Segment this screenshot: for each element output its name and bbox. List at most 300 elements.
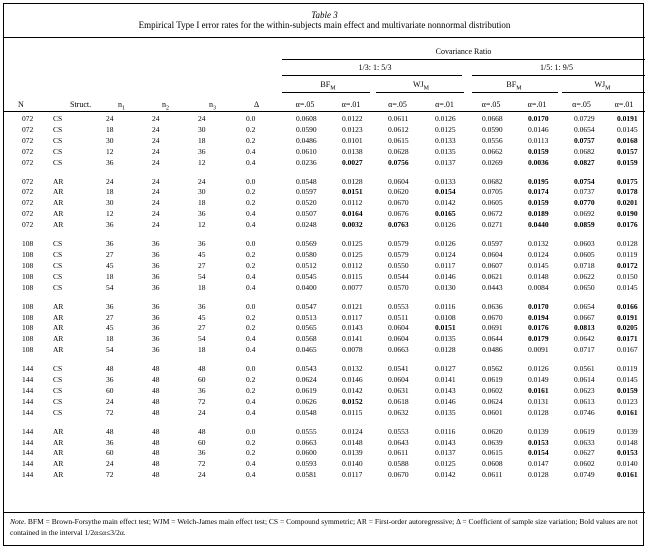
- table-cell: AR: [53, 312, 64, 322]
- table-cell: 0.0511: [388, 312, 409, 322]
- table-cell: 0.0139: [528, 426, 549, 436]
- table-cell: 0.0667: [574, 312, 595, 322]
- table-cell: 0.0624: [482, 396, 503, 406]
- table-cell: 0.0612: [388, 124, 409, 134]
- table-cell: 0.0148: [342, 437, 363, 447]
- table-cell: 24: [106, 396, 114, 406]
- table-cell: 36: [198, 385, 206, 395]
- table-cell: 0.0101: [342, 135, 363, 145]
- table-cell: 18: [198, 282, 206, 292]
- table-cell: 36: [106, 220, 114, 230]
- table-cell: 36: [152, 334, 160, 344]
- table-cell: 0.0141: [435, 375, 456, 385]
- table-cell: 0.0763: [388, 220, 409, 230]
- table-cell: 0.0172: [617, 260, 638, 270]
- table-cell: 0.0619: [482, 375, 503, 385]
- col-delta-heading: Δ: [254, 100, 260, 109]
- table-cell: 0.0121: [342, 301, 363, 311]
- table-cell: 144: [22, 459, 34, 469]
- table-cell: AR: [53, 323, 64, 333]
- rule-covariance: [282, 59, 645, 60]
- table-cell: 48: [152, 448, 160, 458]
- table-cell: 0.0122: [342, 114, 363, 123]
- covariance-ratio-heading: Covariance Ratio: [435, 47, 492, 56]
- table-cell: 24: [152, 146, 160, 156]
- table-cell: 24: [152, 198, 160, 208]
- table-cell: 144: [22, 364, 34, 374]
- table-cell: 36: [152, 282, 160, 292]
- table-cell: 0.0130: [435, 282, 456, 292]
- table-cell: 0.0125: [342, 249, 363, 259]
- table-cell: 144: [22, 385, 34, 395]
- data-table: [4, 114, 645, 481]
- table-cell: 0.0754: [574, 176, 595, 186]
- table-cell: 0.0147: [528, 459, 549, 469]
- table-row: [4, 323, 645, 334]
- table-row: [4, 239, 645, 250]
- table-cell: 48: [152, 426, 160, 436]
- table-cell: 0.4: [246, 459, 256, 469]
- table-cell: 0.0142: [435, 198, 456, 208]
- table-cell: 0.0672: [482, 209, 503, 219]
- table-cell: 0.0621: [482, 271, 503, 281]
- table-cell: 0.0663: [296, 437, 317, 447]
- table-cell: 0.0161: [617, 470, 638, 480]
- table-cell: 0.4: [246, 407, 256, 417]
- table-cell: AR: [53, 209, 64, 219]
- table-cell: 0.0654: [574, 124, 595, 134]
- table-cell: 0.0440: [528, 220, 549, 230]
- table-cell: CS: [53, 364, 63, 374]
- table-cell: 48: [198, 364, 206, 374]
- table-cell: 072: [22, 209, 34, 219]
- table-cell: 30: [198, 124, 206, 134]
- table-cell: 0.0116: [435, 301, 456, 311]
- table-cell: AR: [53, 459, 64, 469]
- table-cell: 0.0135: [435, 334, 456, 344]
- table-cell: 0.0581: [296, 470, 317, 480]
- table-cell: 0.0145: [617, 282, 638, 292]
- table-cell: 0.2: [246, 312, 256, 322]
- table-cell: 072: [22, 198, 34, 208]
- table-cell: 0.0749: [574, 470, 595, 480]
- table-row: [4, 147, 645, 158]
- rule-header-bottom: [4, 111, 645, 112]
- table-cell: 0.0550: [388, 260, 409, 270]
- table-cell: 0.0746: [574, 407, 595, 417]
- table-cell: 0.0132: [342, 364, 363, 374]
- table-label: Table 3: [311, 10, 338, 20]
- table-cell: 0.0580: [296, 249, 317, 259]
- table-cell: 45: [198, 249, 206, 259]
- table-cell: 0.0553: [388, 426, 409, 436]
- table-frame: [3, 3, 644, 546]
- table-cell: 0.2: [246, 187, 256, 197]
- table-cell: 0.0036: [528, 157, 549, 167]
- table-cell: 0.0091: [528, 345, 549, 355]
- table-cell: 0.0128: [435, 345, 456, 355]
- table-cell: 108: [22, 323, 34, 333]
- table-cell: 45: [198, 312, 206, 322]
- table-cell: 48: [106, 426, 114, 436]
- table-cell: 0.0140: [342, 459, 363, 469]
- table-cell: 54: [106, 345, 114, 355]
- table-cell: 0.0149: [528, 375, 549, 385]
- wj-heading-b: $WJ_M$: [594, 80, 611, 92]
- table-cell: 24: [106, 176, 114, 186]
- table-cell: 108: [22, 282, 34, 292]
- table-row: [4, 470, 645, 481]
- table-cell: 0.0541: [388, 364, 409, 374]
- table-cell: 48: [152, 364, 160, 374]
- table-cell: 0.0644: [482, 334, 503, 344]
- table-cell: 0.0146: [435, 271, 456, 281]
- table-cell: 0.0663: [388, 345, 409, 355]
- table-cell: 0.0161: [528, 385, 549, 395]
- table-cell: 0.0153: [617, 448, 638, 458]
- table-cell: 0.0178: [617, 187, 638, 197]
- table-cell: 0.0154: [435, 187, 456, 197]
- table-cell: 30: [198, 187, 206, 197]
- table-cell: 0.2: [246, 124, 256, 134]
- table-cell: 0.0133: [435, 135, 456, 145]
- table-cell: 0.0164: [342, 209, 363, 219]
- table-row: [4, 272, 645, 283]
- table-cell: 0.0269: [482, 157, 503, 167]
- table-cell: AR: [53, 187, 64, 197]
- table-cell: 0.0168: [617, 135, 638, 145]
- table-cell: 0.0123: [342, 124, 363, 134]
- table-cell: 0.0628: [388, 146, 409, 156]
- table-cell: 0.0676: [388, 209, 409, 219]
- table-cell: 0.0: [246, 301, 256, 311]
- table-cell: 24: [106, 459, 114, 469]
- table-cell: 36: [198, 239, 206, 249]
- table-cell: 36: [106, 437, 114, 447]
- col-n1-heading: $n_1$: [118, 100, 125, 112]
- table-row: [4, 438, 645, 449]
- table-cell: 0.0179: [528, 334, 549, 344]
- table-note: Note. BFM = Brown-Forsythe main effect test; WJM = Welch-James main effect test; CS = Compound symmetric; AR = First-order autoregressive; Δ = Coefficient of sample size variation; Bold values are not contained in the interval 1/2α≤α≤3/2α.: [10, 517, 638, 537]
- table-cell: 0.0623: [574, 385, 595, 395]
- table-cell: 72: [106, 407, 114, 417]
- table-cell: 0.0112: [342, 260, 363, 270]
- table-cell: 0.0154: [528, 448, 549, 458]
- rule-table-bottom: [4, 512, 645, 513]
- table-cell: 0.0132: [528, 239, 549, 249]
- table-cell: 0.0590: [482, 124, 503, 134]
- table-row: [4, 397, 645, 408]
- table-cell: 48: [152, 459, 160, 469]
- table-cell: 0.0146: [528, 124, 549, 134]
- table-cell: 0.0604: [482, 249, 503, 259]
- table-cell: 0.0115: [342, 271, 363, 281]
- table-row: [4, 375, 645, 386]
- table-cell: 0.0654: [574, 301, 595, 311]
- table-cell: 0.0569: [296, 239, 317, 249]
- table-cell: 108: [22, 301, 34, 311]
- table-cell: 0.0603: [574, 239, 595, 249]
- table-cell: 12: [198, 157, 206, 167]
- table-cell: 0.0757: [574, 135, 595, 145]
- table-row: [4, 313, 645, 324]
- table-cell: 0.0146: [435, 396, 456, 406]
- alpha-01-wj-b: α=.01: [614, 100, 634, 109]
- table-cell: 0.0611: [388, 448, 409, 458]
- table-cell: 24: [152, 124, 160, 134]
- table-cell: 0.4: [246, 220, 256, 230]
- table-row: [4, 427, 645, 438]
- table-cell: 36: [152, 345, 160, 355]
- table-cell: 0.0135: [435, 146, 456, 156]
- table-cell: 36: [106, 239, 114, 249]
- table-row: [4, 177, 645, 188]
- table-cell: 0.0597: [296, 187, 317, 197]
- table-row: [4, 125, 645, 136]
- table-row: [4, 209, 645, 220]
- table-cell: 0.0126: [435, 239, 456, 249]
- table-cell: 0.0: [246, 239, 256, 249]
- group-spacer: [4, 356, 645, 364]
- table-cell: CS: [53, 407, 63, 417]
- table-cell: 0.4: [246, 334, 256, 344]
- table-cell: AR: [53, 426, 64, 436]
- table-cell: 0.0176: [617, 220, 638, 230]
- table-cell: 27: [198, 323, 206, 333]
- ratio-b-heading: 1/5: 1: 9/5: [540, 63, 573, 72]
- table-cell: 0.0813: [574, 323, 595, 333]
- table-cell: 0.0613: [574, 396, 595, 406]
- table-cell: 0.0486: [296, 135, 317, 145]
- table-cell: 0.0123: [617, 396, 638, 406]
- table-cell: 24: [152, 176, 160, 186]
- table-cell: 0.0119: [617, 249, 638, 259]
- table-cell: 0.0133: [435, 176, 456, 186]
- table-cell: 0.0126: [528, 364, 549, 374]
- table-cell: 0.0620: [482, 426, 503, 436]
- table-cell: 144: [22, 437, 34, 447]
- table-cell: 0.0159: [617, 385, 638, 395]
- table-cell: 0.0545: [296, 271, 317, 281]
- table-cell: 0.0191: [617, 114, 638, 123]
- table-row: [4, 283, 645, 294]
- table-cell: 0.4: [246, 345, 256, 355]
- table-cell: 072: [22, 146, 34, 156]
- table-cell: 0.0145: [528, 260, 549, 270]
- bf-heading-a: $BF_M$: [320, 80, 336, 92]
- table-cell: 0.0124: [435, 249, 456, 259]
- table-cell: 0.0141: [342, 334, 363, 344]
- table-cell: 27: [106, 249, 114, 259]
- table-cell: 24: [152, 220, 160, 230]
- table-cell: 0.0692: [574, 209, 595, 219]
- table-cell: 0.0271: [482, 220, 503, 230]
- table-cell: 0.0124: [342, 426, 363, 436]
- table-cell: 48: [152, 437, 160, 447]
- table-cell: 072: [22, 176, 34, 186]
- alpha-01-bf-b: α=.01: [527, 100, 547, 109]
- alpha-01-bf-a: α=.01: [341, 100, 361, 109]
- table-cell: 0.0624: [296, 375, 317, 385]
- table-cell: 18: [106, 271, 114, 281]
- table-cell: 0.0201: [617, 198, 638, 208]
- table-cell: AR: [53, 301, 64, 311]
- table-cell: 72: [198, 396, 206, 406]
- table-cell: 144: [22, 448, 34, 458]
- table-cell: 0.0543: [296, 364, 317, 374]
- table-cell: 0.0705: [482, 187, 503, 197]
- table-cell: 0.0579: [388, 239, 409, 249]
- table-cell: CS: [53, 249, 63, 259]
- table-cell: 24: [152, 114, 160, 123]
- table-cell: 0.0601: [482, 407, 503, 417]
- wj-heading-a: $WJ_M$: [412, 80, 429, 92]
- table-cell: 0.0131: [528, 396, 549, 406]
- table-cell: 0.0610: [296, 146, 317, 156]
- group-spacer: [4, 169, 645, 177]
- table-cell: 0.0171: [617, 334, 638, 344]
- table-cell: 0.0032: [342, 220, 363, 230]
- table-cell: 0.4: [246, 209, 256, 219]
- table-cell: 0.0151: [435, 323, 456, 333]
- table-cell: 0.2: [246, 249, 256, 259]
- table-row: [4, 136, 645, 147]
- table-cell: 0.0602: [574, 459, 595, 469]
- table-cell: 0.0561: [574, 364, 595, 374]
- table-cell: AR: [53, 448, 64, 458]
- table-cell: 0.0159: [617, 157, 638, 167]
- table-cell: CS: [53, 157, 63, 167]
- table-cell: 24: [198, 114, 206, 123]
- table-cell: 0.0770: [574, 198, 595, 208]
- table-cell: 072: [22, 124, 34, 134]
- table-cell: 0.0137: [435, 448, 456, 458]
- table-cell: 0.0142: [342, 385, 363, 395]
- table-row: [4, 334, 645, 345]
- table-cell: 0.0590: [296, 124, 317, 134]
- table-cell: 60: [198, 437, 206, 447]
- table-cell: 0.0729: [574, 114, 595, 123]
- table-cell: 0.0556: [482, 135, 503, 145]
- table-cell: 0.4: [246, 157, 256, 167]
- table-row: [4, 302, 645, 313]
- table-cell: 0.0139: [617, 426, 638, 436]
- table-cell: CS: [53, 271, 63, 281]
- group-spacer: [4, 294, 645, 302]
- table-cell: 18: [106, 334, 114, 344]
- table-cell: 60: [198, 375, 206, 385]
- table-cell: 36: [106, 301, 114, 311]
- table-cell: 0.0: [246, 426, 256, 436]
- table-cell: 18: [198, 345, 206, 355]
- table-cell: 0.0622: [574, 271, 595, 281]
- table-cell: 0.0167: [617, 345, 638, 355]
- table-cell: 144: [22, 396, 34, 406]
- table-cell: 54: [198, 271, 206, 281]
- table-cell: 36: [198, 448, 206, 458]
- table-cell: 0.2: [246, 375, 256, 385]
- col-n3-heading: $n_3$: [209, 100, 216, 112]
- table-cell: 0.0632: [388, 407, 409, 417]
- table-cell: 072: [22, 135, 34, 145]
- table-cell: 0.0248: [296, 220, 317, 230]
- table-cell: 60: [106, 385, 114, 395]
- table-row: [4, 187, 645, 198]
- table-cell: 48: [152, 375, 160, 385]
- table-cell: 0.0159: [528, 146, 549, 156]
- table-cell: AR: [53, 470, 64, 480]
- table-cell: 36: [152, 323, 160, 333]
- table-cell: 0.0161: [617, 407, 638, 417]
- table-cell: CS: [53, 396, 63, 406]
- table-cell: 0.0614: [574, 375, 595, 385]
- table-cell: 72: [106, 470, 114, 480]
- table-cell: 108: [22, 260, 34, 270]
- table-cell: 0.0170: [528, 114, 549, 123]
- table-row: [4, 250, 645, 261]
- table-cell: 0.0116: [435, 426, 456, 436]
- table-cell: 0.2: [246, 135, 256, 145]
- table-cell: 108: [22, 249, 34, 259]
- table-cell: 0.0189: [528, 209, 549, 219]
- table-cell: 0.0620: [388, 187, 409, 197]
- table-cell: 24: [198, 407, 206, 417]
- bf-heading-b: $BF_M$: [506, 80, 522, 92]
- table-cell: 0.0142: [435, 470, 456, 480]
- table-cell: 0.4: [246, 271, 256, 281]
- table-cell: 48: [198, 426, 206, 436]
- table-cell: 0.0604: [388, 176, 409, 186]
- table-cell: 108: [22, 334, 34, 344]
- table-cell: 0.0127: [435, 364, 456, 374]
- table-cell: 0.0570: [388, 282, 409, 292]
- table-cell: 0.0112: [342, 198, 363, 208]
- table-cell: 0.0146: [342, 375, 363, 385]
- rule-ratio-a: [282, 75, 462, 76]
- table-cell: 0.0682: [482, 176, 503, 186]
- col-n2-heading: $n_2$: [162, 100, 169, 112]
- table-cell: 0.2: [246, 323, 256, 333]
- table-cell: 12: [106, 209, 114, 219]
- table-cell: 0.4: [246, 470, 256, 480]
- table-row: [4, 386, 645, 397]
- rule-ratio-b: [472, 75, 645, 76]
- table-cell: AR: [53, 437, 64, 447]
- table-row: [4, 198, 645, 209]
- table-cell: 0.0597: [482, 239, 503, 249]
- table-cell: 36: [152, 312, 160, 322]
- table-cell: CS: [53, 124, 63, 134]
- table-cell: 0.0486: [482, 345, 503, 355]
- table-row: [4, 364, 645, 375]
- table-cell: 0.0619: [574, 426, 595, 436]
- table-cell: 48: [152, 407, 160, 417]
- table-cell: 0.0553: [388, 301, 409, 311]
- table-cell: CS: [53, 260, 63, 270]
- table-cell: 54: [106, 282, 114, 292]
- table-cell: AR: [53, 198, 64, 208]
- table-cell: 0.0150: [617, 271, 638, 281]
- rule-top: [4, 37, 645, 38]
- table-cell: 0.0143: [435, 385, 456, 395]
- table-cell: 0.0124: [528, 249, 549, 259]
- table-cell: 0.0668: [482, 114, 503, 123]
- table-cell: AR: [53, 334, 64, 344]
- table-cell: 144: [22, 407, 34, 417]
- table-cell: 27: [106, 312, 114, 322]
- table-cell: 0.0117: [342, 470, 363, 480]
- table-cell: 0.0165: [435, 209, 456, 219]
